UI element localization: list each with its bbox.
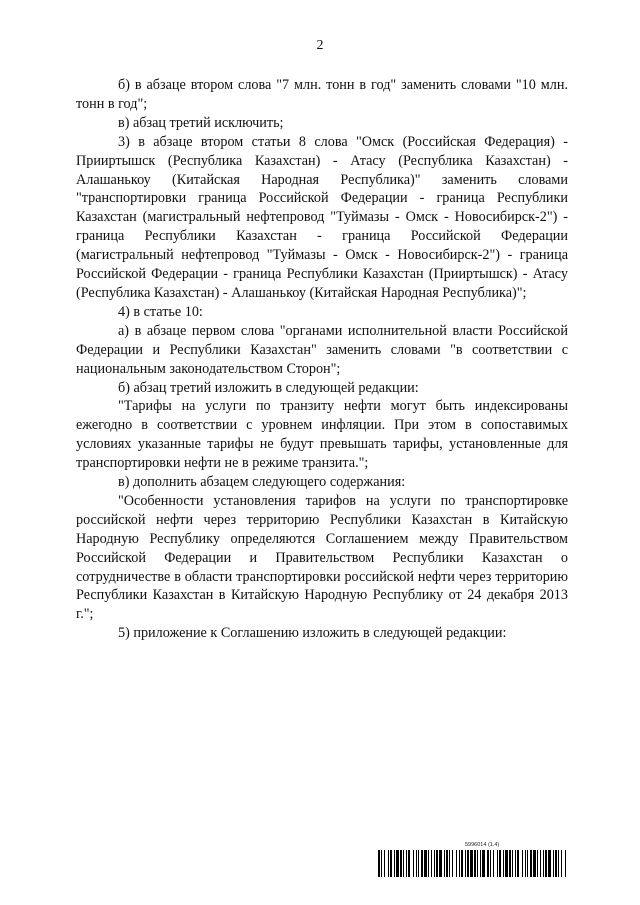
- barcode-bar: [565, 850, 566, 877]
- barcode-bar: [533, 850, 536, 877]
- paragraph-3: 3) в абзаце втором статьи 8 слова "Омск (Российская Федерация) - Прииртышск (Республика Казахстан) - Атасу (Республика Казахстан) - Алашанькоу (Китайская Народная Республика)" заменить словами "транспортировки граница Российской Федерации - граница Республики Казахстан (магистральный нефтепровод "Туймазы - Омск - Новосибирск-2") - граница Республики Казахстан - граница Российской Федерации (магистральный нефтепровод "Туймазы - Омск - Новосибирск-2") - граница Российской Федерации - граница Республики Казахстан (Прииртышск) - Атасу (Республика Казахстан) - Алашанькоу (Китайская Народная Республика)";: [76, 133, 568, 301]
- barcode-bar: [459, 850, 460, 877]
- barcode-bar: [408, 850, 410, 877]
- barcode-bar: [416, 850, 417, 877]
- barcode-bar: [390, 850, 392, 877]
- barcode-bar: [418, 850, 419, 877]
- barcode-bar: [499, 850, 501, 877]
- paragraph-10: 5) приложение к Соглашению изложить в следующей редакции:: [118, 625, 507, 642]
- barcode-bar: [525, 850, 526, 877]
- barcode-bar: [439, 850, 442, 877]
- page-number: 2: [316, 38, 324, 53]
- barcode-bar: [431, 850, 432, 877]
- barcode-bar: [537, 850, 538, 877]
- barcode-bar: [465, 850, 466, 877]
- barcode-bar: [497, 850, 498, 877]
- barcode-bar: [490, 850, 491, 877]
- barcode-bar: [384, 850, 385, 877]
- barcode-bar: [436, 850, 438, 877]
- barcode-bar: [470, 850, 473, 877]
- barcode-bar: [449, 850, 450, 877]
- barcode-label: 5996014 (1.4): [465, 842, 500, 848]
- barcode-bar: [424, 850, 427, 877]
- barcode-bar: [394, 850, 395, 877]
- barcode-bar: [527, 850, 528, 877]
- barcode-bar: [509, 850, 511, 877]
- barcode-bar: [388, 850, 389, 877]
- paragraph-2: в) абзац третий исключить;: [118, 114, 284, 131]
- barcode-bar: [452, 850, 453, 877]
- paragraph-5: а) в абзаце первом слова "органами исполнительной власти Российской Федерации и Республики Казахстан" заменить словами "в соответствии с национальным законодательством Сторон";: [76, 322, 568, 377]
- barcode-bar: [522, 850, 523, 877]
- barcode-bar: [543, 850, 544, 877]
- barcode-bar: [482, 850, 485, 877]
- barcode-bar: [434, 850, 435, 877]
- barcode-bar: [406, 850, 407, 877]
- barcode-bar: [540, 850, 541, 877]
- barcode-bar: [558, 850, 559, 877]
- barcode-bar: [444, 850, 445, 877]
- barcode-bar: [428, 850, 429, 877]
- barcode-bar: [503, 850, 504, 877]
- barcode-bar: [561, 850, 562, 877]
- paragraph-9: "Особенности установления тарифов на услуги по транспортировке российской нефти через территорию Республики Казахстан в Китайскую Народную Республику определяются Соглашением между Правительством Российской Федерации и Правительством Республики Казахстан о сотрудничестве в области транспортировки российской нефти через территорию Республики Казахстан в Китайскую Народную Республику от 24 декабря 2013 г.";: [76, 492, 568, 623]
- barcode-bar: [553, 850, 554, 877]
- paragraph-4: 4) в статье 10:: [118, 303, 203, 320]
- barcode-bar: [456, 850, 457, 877]
- barcode-bar: [474, 850, 476, 877]
- barcode-bar: [512, 850, 513, 877]
- barcode-image: [378, 850, 568, 877]
- barcode-bar: [530, 850, 532, 877]
- barcode-bar: [477, 850, 478, 877]
- paragraph-7: "Тарифы на услуги по транзиту нефти могут быть индексированы ежегодно в соответствии с уровнем инфляции. При этом в сопоставимых условиях указанные тарифы не будут превышать тарифы, установленные для транспортировки нефти не в режиме транзита.";: [76, 398, 568, 472]
- barcode-bar: [517, 850, 519, 877]
- barcode-bar: [446, 850, 448, 877]
- document-body: [76, 76, 568, 643]
- barcode-bar: [545, 850, 547, 877]
- barcode-bar: [378, 850, 380, 877]
- barcode-bar: [548, 850, 551, 877]
- barcode-bar: [400, 850, 402, 877]
- barcode-bar: [396, 850, 399, 877]
- paragraph-6: б) абзац третий изложить в следующей редакции:: [118, 379, 419, 396]
- barcode-bar: [413, 850, 414, 877]
- barcode-bar: [505, 850, 508, 877]
- barcode-bar: [421, 850, 423, 877]
- barcode-bar: [381, 850, 382, 877]
- paragraph-8: в) дополнить абзацем следующего содержания:: [118, 474, 406, 491]
- barcode-bar: [467, 850, 469, 877]
- barcode-bar: [403, 850, 404, 877]
- barcode-bar: [461, 850, 463, 877]
- barcode-bar: [487, 850, 489, 877]
- paragraph-1: б) в абзаце втором слова "7 млн. тонн в год" заменить словами "10 млн. тонн в год";: [76, 77, 568, 112]
- barcode-bar: [515, 850, 516, 877]
- barcode-bar: [555, 850, 557, 877]
- barcode-bar: [480, 850, 481, 877]
- barcode-bar: [493, 850, 494, 877]
